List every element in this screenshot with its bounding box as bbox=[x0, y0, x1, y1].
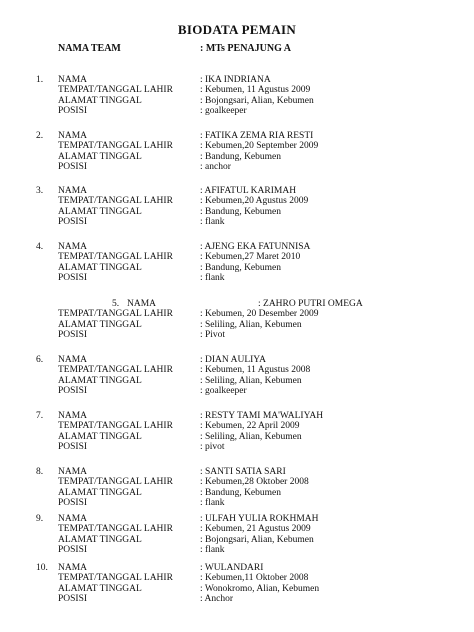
field-label: NAMA bbox=[58, 467, 88, 477]
player-number: 3. bbox=[36, 186, 44, 196]
player-field-ttl bbox=[0, 573, 474, 583]
field-value: : flank bbox=[200, 545, 225, 556]
field-label: POSISI bbox=[58, 330, 88, 341]
field-value: : Bandung, Kebumen bbox=[200, 487, 282, 498]
player-field-ttl bbox=[0, 141, 474, 151]
player-field-ttl bbox=[0, 85, 474, 95]
field-value: : Kebumen,27 Maret 2010 bbox=[200, 252, 301, 263]
field-label: POSISI bbox=[58, 594, 88, 605]
field-label: ALAMAT TINGGAL bbox=[58, 206, 142, 217]
player-field-alamat bbox=[0, 207, 474, 217]
field-value: : Kebumen,20 Agustus 2009 bbox=[200, 196, 309, 207]
player-field-alamat bbox=[0, 535, 474, 545]
player-field-posisi bbox=[0, 498, 474, 508]
field-value: : AFIFATUL KARIMAH bbox=[200, 186, 297, 196]
player-field-alamat bbox=[0, 152, 474, 162]
player-number: 6. bbox=[36, 355, 44, 365]
player-field-ttl bbox=[0, 252, 474, 262]
field-label: NAMA bbox=[58, 75, 88, 85]
field-label: POSISI bbox=[58, 442, 88, 453]
field-value: : Kebumen, 20 Desember 2009 bbox=[200, 309, 319, 320]
player-field-posisi bbox=[0, 442, 474, 452]
player-field-name bbox=[0, 299, 474, 309]
field-value: : Kebumen, 21 Agustus 2009 bbox=[200, 524, 311, 535]
player-field-alamat bbox=[0, 263, 474, 273]
field-label: POSISI bbox=[58, 545, 88, 556]
player-entry bbox=[0, 467, 474, 509]
player-number: 10. bbox=[36, 563, 48, 573]
field-label: POSISI bbox=[58, 217, 88, 228]
field-label: NAMA bbox=[58, 242, 88, 252]
field-value: : goalkeeper bbox=[200, 386, 247, 397]
field-value: : Kebumen,11 Oktober 2008 bbox=[200, 573, 309, 584]
field-label: TEMPAT/TANGGAL LAHIR bbox=[58, 477, 173, 488]
player-field-alamat bbox=[0, 96, 474, 106]
player-entry bbox=[0, 242, 474, 284]
field-label: TEMPAT/TANGGAL LAHIR bbox=[58, 421, 173, 432]
player-field-ttl bbox=[0, 421, 474, 431]
field-label: NAMA bbox=[127, 299, 157, 309]
field-value: : WULANDARI bbox=[200, 563, 264, 573]
player-field-alamat bbox=[0, 488, 474, 498]
player-number: 8. bbox=[36, 467, 44, 477]
field-label: ALAMAT TINGGAL bbox=[58, 583, 142, 594]
field-value: : Bandung, Kebumen bbox=[200, 262, 282, 273]
field-label: ALAMAT TINGGAL bbox=[58, 319, 142, 330]
field-value: : ZAHRO PUTRI OMEGA bbox=[258, 299, 363, 309]
field-label: ALAMAT TINGGAL bbox=[58, 95, 142, 106]
player-field-alamat bbox=[0, 376, 474, 386]
player-field-name bbox=[0, 131, 474, 141]
player-field-ttl bbox=[0, 309, 474, 319]
field-value: : Kebumen, 22 April 2009 bbox=[200, 421, 300, 432]
player-field-alamat bbox=[0, 320, 474, 330]
field-value: : FATIKA ZEMA RIA RESTI bbox=[200, 131, 314, 141]
field-value: : Bandung, Kebumen bbox=[200, 206, 282, 217]
player-field-ttl bbox=[0, 365, 474, 375]
player-field-posisi bbox=[0, 386, 474, 396]
field-label: NAMA bbox=[58, 563, 88, 573]
field-value: : SANTI SATIA SARI bbox=[200, 467, 286, 477]
player-entry bbox=[0, 514, 474, 556]
field-label: ALAMAT TINGGAL bbox=[58, 151, 142, 162]
field-label: POSISI bbox=[58, 386, 88, 397]
player-field-name bbox=[0, 411, 474, 421]
team-value: : MTs PENAJUNG A bbox=[200, 43, 292, 54]
field-value: : ULFAH YULIA ROKHMAH bbox=[200, 514, 319, 524]
field-label: TEMPAT/TANGGAL LAHIR bbox=[58, 196, 173, 207]
field-value: : flank bbox=[200, 273, 225, 284]
field-value: : Kebumen, 11 Agustus 2008 bbox=[200, 365, 311, 376]
player-number: 9. bbox=[36, 514, 44, 524]
field-label: POSISI bbox=[58, 162, 88, 173]
field-value: : Kebumen, 11 Agustus 2009 bbox=[200, 85, 311, 96]
player-entry bbox=[0, 131, 474, 173]
player-number: 1. bbox=[36, 75, 44, 85]
field-label: TEMPAT/TANGGAL LAHIR bbox=[58, 365, 173, 376]
field-label: TEMPAT/TANGGAL LAHIR bbox=[58, 309, 173, 320]
field-label: TEMPAT/TANGGAL LAHIR bbox=[58, 252, 173, 263]
field-value: : Bojongsari, Alian, Kebumen bbox=[200, 534, 314, 545]
player-field-name bbox=[0, 355, 474, 365]
field-value: : Bojongsari, Alian, Kebumen bbox=[200, 95, 314, 106]
player-field-name bbox=[0, 467, 474, 477]
field-value: : goalkeeper bbox=[200, 106, 247, 117]
player-field-posisi bbox=[0, 594, 474, 604]
field-label: TEMPAT/TANGGAL LAHIR bbox=[58, 141, 173, 152]
field-value: : AJENG EKA FATUNNISA bbox=[200, 242, 311, 252]
player-field-name bbox=[0, 514, 474, 524]
field-value: : Kebumen,20 September 2009 bbox=[200, 141, 319, 152]
field-value: : pivot bbox=[200, 442, 225, 453]
player-field-posisi bbox=[0, 330, 474, 340]
field-label: TEMPAT/TANGGAL LAHIR bbox=[58, 524, 173, 535]
field-value: : RESTY TAMI MA'WALIYAH bbox=[200, 411, 324, 421]
field-label: ALAMAT TINGGAL bbox=[58, 487, 142, 498]
field-label: NAMA bbox=[58, 514, 88, 524]
player-entry bbox=[0, 355, 474, 397]
field-value: : flank bbox=[200, 498, 225, 509]
field-label: NAMA bbox=[58, 186, 88, 196]
page-title: BIODATA PEMAIN bbox=[177, 22, 297, 37]
field-label: ALAMAT TINGGAL bbox=[58, 375, 142, 386]
player-field-ttl bbox=[0, 477, 474, 487]
field-value: : flank bbox=[200, 217, 225, 228]
player-field-alamat bbox=[0, 432, 474, 442]
player-field-ttl bbox=[0, 524, 474, 534]
field-value: : Seliling, Alian, Kebumen bbox=[200, 319, 302, 330]
player-field-name bbox=[0, 75, 474, 85]
field-label: POSISI bbox=[58, 106, 88, 117]
player-field-ttl bbox=[0, 196, 474, 206]
field-value: : Seliling, Alian, Kebumen bbox=[200, 431, 302, 442]
field-label: ALAMAT TINGGAL bbox=[58, 262, 142, 273]
field-label: NAMA bbox=[58, 355, 88, 365]
field-value: : Pivot bbox=[200, 330, 226, 341]
field-label: TEMPAT/TANGGAL LAHIR bbox=[58, 85, 173, 96]
player-number: 4. bbox=[36, 242, 44, 252]
field-value: : Anchor bbox=[200, 594, 233, 605]
field-label: ALAMAT TINGGAL bbox=[58, 534, 142, 545]
field-label: ALAMAT TINGGAL bbox=[58, 431, 142, 442]
field-value: : DIAN AULIYA bbox=[200, 355, 266, 365]
player-field-alamat bbox=[0, 584, 474, 594]
team-label: NAMA TEAM bbox=[58, 43, 121, 54]
field-label: POSISI bbox=[58, 273, 88, 284]
player-field-name bbox=[0, 563, 474, 573]
player-field-posisi bbox=[0, 273, 474, 283]
field-value: : IKA INDRIANA bbox=[200, 75, 271, 85]
field-label: NAMA bbox=[58, 131, 88, 141]
player-field-posisi bbox=[0, 217, 474, 227]
player-field-posisi bbox=[0, 106, 474, 116]
field-value: : Seliling, Alian, Kebumen bbox=[200, 375, 302, 386]
field-label: TEMPAT/TANGGAL LAHIR bbox=[58, 573, 173, 584]
player-field-name bbox=[0, 186, 474, 196]
player-field-name bbox=[0, 242, 474, 252]
field-label: NAMA bbox=[58, 411, 88, 421]
player-entry bbox=[0, 75, 474, 117]
player-entry bbox=[0, 186, 474, 228]
player-field-posisi bbox=[0, 545, 474, 555]
field-value: : Wonokromo, Alian, Kebumen bbox=[200, 583, 320, 594]
field-value: : anchor bbox=[200, 162, 231, 173]
field-value: : Bandung, Kebumen bbox=[200, 151, 282, 162]
field-value: : Kebumen,28 Oktober 2008 bbox=[200, 477, 309, 488]
player-entry bbox=[0, 299, 474, 341]
player-field-posisi bbox=[0, 162, 474, 172]
player-number: 7. bbox=[36, 411, 44, 421]
player-entry bbox=[0, 411, 474, 453]
field-label: POSISI bbox=[58, 498, 88, 509]
player-entry bbox=[0, 563, 474, 605]
player-number: 5. bbox=[112, 299, 120, 309]
player-number: 2. bbox=[36, 131, 44, 141]
